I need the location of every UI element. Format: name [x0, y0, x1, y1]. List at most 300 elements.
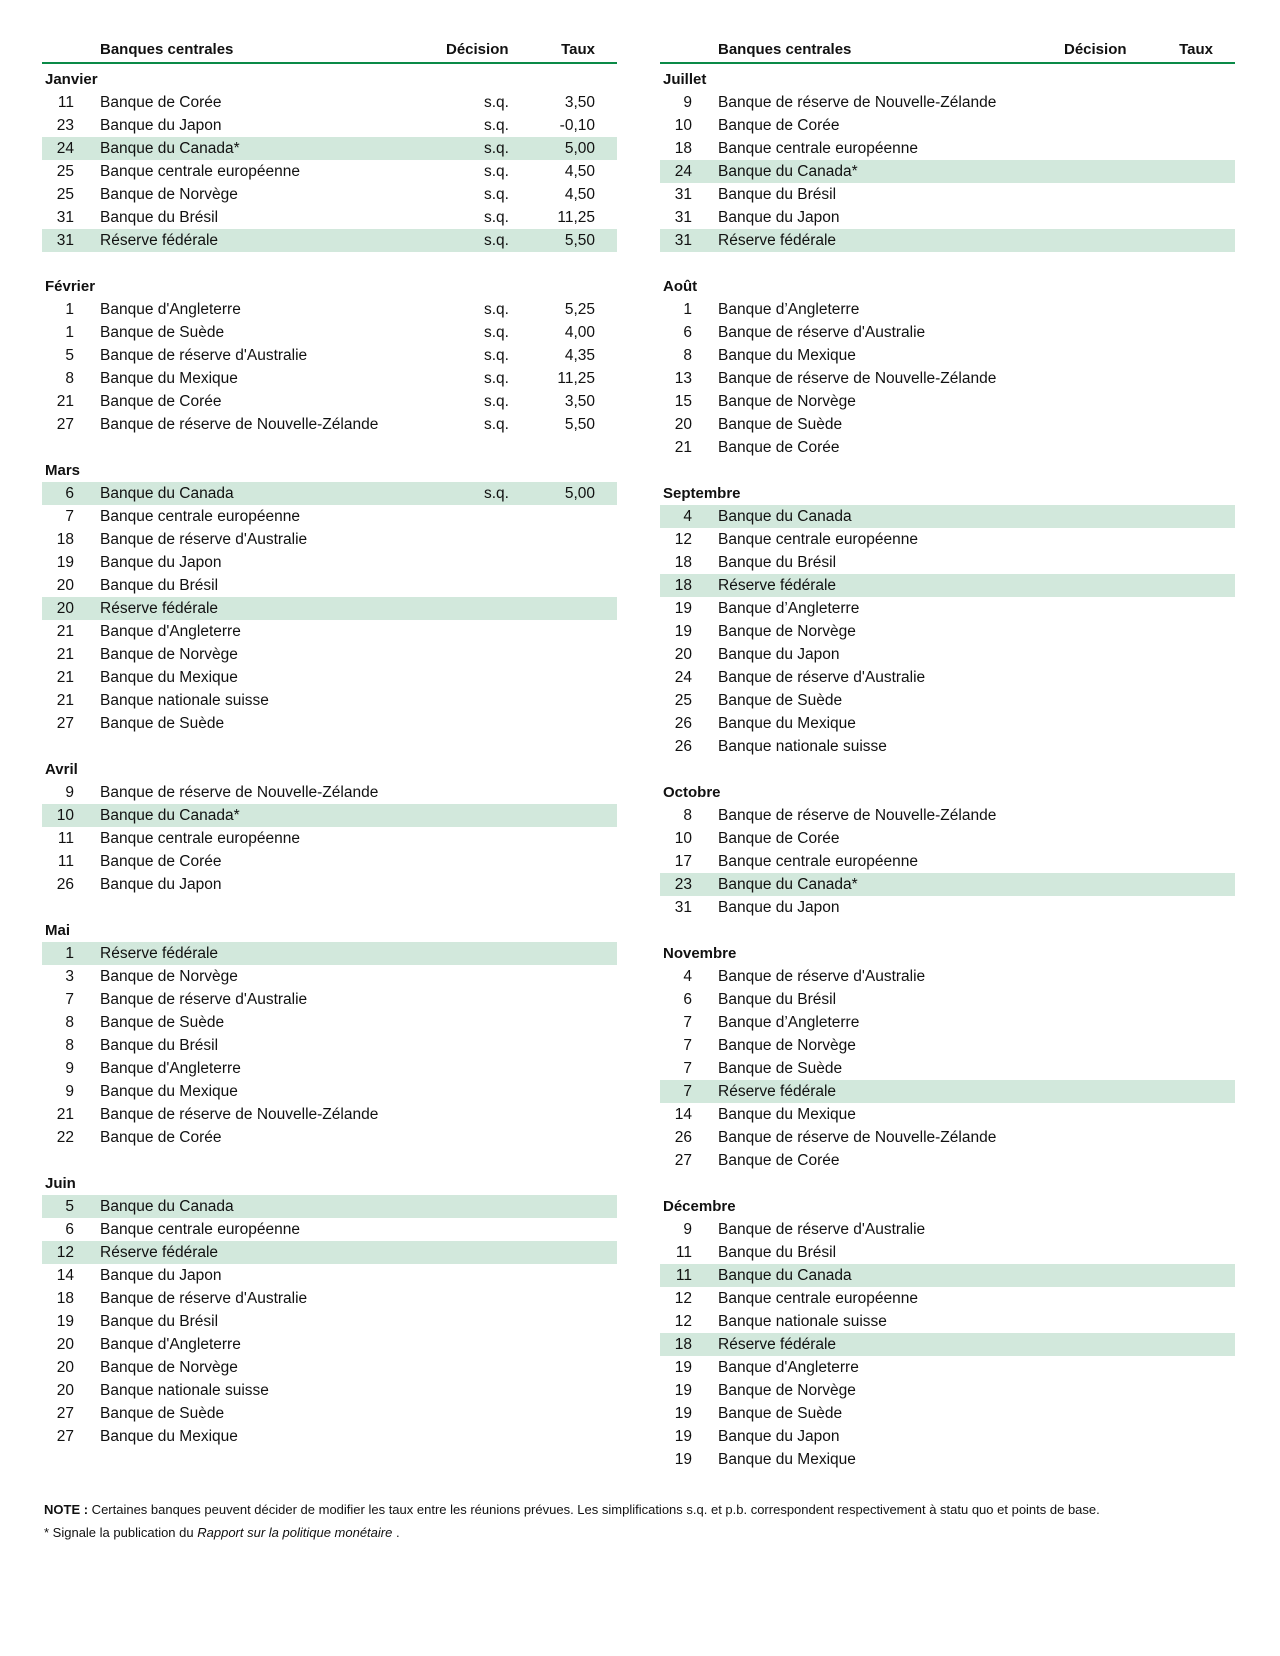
meeting-day: 8 — [65, 1014, 74, 1031]
meeting-row — [42, 1126, 617, 1149]
bank-name: Banque du Brésil — [718, 1244, 837, 1261]
bank-name: Banque de Corée — [718, 1152, 840, 1169]
note-text: Certaines banques peuvent décider de modifier les taux entre les réunions prévues. Les simplifications s.q. et p.b. correspondent respectivement à statu quo et points de base. — [88, 1502, 1100, 1517]
meeting-row — [660, 528, 1235, 551]
decision-value: s.q. — [484, 232, 509, 249]
meeting-row — [42, 689, 617, 712]
meeting-row — [42, 827, 617, 850]
meeting-day: 19 — [56, 1313, 74, 1330]
meeting-day: 19 — [674, 623, 692, 640]
meeting-row — [660, 1149, 1235, 1172]
bank-name: Banque de Norvège — [718, 1037, 856, 1054]
meeting-row — [660, 1103, 1235, 1126]
meeting-row — [660, 850, 1235, 873]
decision-value: s.q. — [484, 301, 509, 318]
footnote-title: Rapport sur la politique monétaire — [197, 1525, 393, 1540]
meeting-row — [660, 413, 1235, 436]
bank-name: Banque du Mexique — [100, 669, 238, 686]
bank-name: Banque du Canada* — [718, 163, 858, 180]
meeting-day: 31 — [674, 899, 692, 916]
meeting-day: 11 — [675, 1267, 692, 1284]
meeting-day: 20 — [56, 1382, 74, 1399]
meeting-day: 11 — [675, 1244, 692, 1261]
bank-name: Banque du Mexique — [718, 715, 856, 732]
meeting-day: 8 — [683, 807, 692, 824]
meeting-row — [42, 1057, 617, 1080]
bank-name: Banque de réserve de Nouvelle-Zélande — [718, 807, 997, 824]
meeting-day: 6 — [683, 324, 692, 341]
meeting-row — [660, 873, 1235, 896]
meeting-day: 15 — [674, 393, 692, 410]
bank-name: Banque du Canada* — [100, 140, 240, 157]
bank-name: Banque centrale européenne — [718, 1290, 918, 1307]
meeting-row — [660, 804, 1235, 827]
meeting-day: 18 — [674, 554, 692, 571]
bank-name: Réserve fédérale — [100, 232, 219, 249]
meeting-row — [42, 781, 617, 804]
meeting-row — [660, 183, 1235, 206]
meeting-day: 20 — [56, 1359, 74, 1376]
meeting-day: 20 — [56, 577, 74, 594]
meeting-row — [42, 551, 617, 574]
meeting-row — [660, 160, 1235, 183]
month-title: Février — [45, 278, 96, 295]
meeting-row — [660, 114, 1235, 137]
meeting-day: 8 — [65, 1037, 74, 1054]
meeting-row — [42, 528, 617, 551]
bank-name: Banque d'Angleterre — [100, 1060, 241, 1077]
meeting-row — [42, 229, 617, 252]
month-block — [42, 758, 617, 896]
meeting-row — [42, 1287, 617, 1310]
bank-name: Banque de réserve d'Australie — [718, 968, 926, 985]
meeting-row — [42, 942, 617, 965]
meeting-row — [42, 505, 617, 528]
meeting-day: 19 — [674, 1405, 692, 1422]
bank-name: Banque de Suède — [718, 1405, 843, 1422]
bank-name: Banque du Japon — [718, 646, 840, 663]
bank-name: Banque de réserve d'Australie — [718, 1221, 926, 1238]
meeting-day: 20 — [56, 1336, 74, 1353]
meeting-row — [660, 206, 1235, 229]
meeting-day: 18 — [674, 577, 692, 594]
meeting-row — [42, 1356, 617, 1379]
rate-value: 4,35 — [564, 347, 595, 364]
meeting-day: 12 — [674, 1313, 692, 1330]
header-decision: Décision — [446, 41, 509, 58]
month-block — [42, 459, 617, 735]
bank-name: Banque de Suède — [718, 692, 843, 709]
bank-name: Banque du Japon — [100, 117, 222, 134]
meeting-day: 3 — [65, 968, 74, 985]
meeting-row — [660, 643, 1235, 666]
bank-name: Réserve fédérale — [100, 945, 219, 962]
month-block — [660, 275, 1235, 459]
rate-value: 5,00 — [564, 140, 595, 157]
meeting-day: 1 — [65, 945, 74, 962]
meeting-row — [42, 712, 617, 735]
meeting-day: 21 — [56, 669, 74, 686]
meeting-row — [660, 1448, 1235, 1471]
meeting-row — [660, 666, 1235, 689]
meeting-day: 19 — [674, 600, 692, 617]
meeting-row — [660, 712, 1235, 735]
meeting-day: 6 — [683, 991, 692, 1008]
meeting-row — [660, 896, 1235, 919]
bank-name: Banque de Norvège — [100, 646, 238, 663]
bank-name: Banque du Mexique — [718, 1106, 856, 1123]
meeting-row — [660, 1425, 1235, 1448]
meeting-row — [42, 206, 617, 229]
meeting-row — [660, 321, 1235, 344]
bank-name: Banque de réserve d'Australie — [100, 347, 308, 364]
bank-name: Banque centrale européenne — [100, 1221, 300, 1238]
month-title: Septembre — [663, 485, 741, 502]
bank-name: Banque du Japon — [718, 899, 840, 916]
bank-name: Réserve fédérale — [100, 1244, 219, 1261]
bank-name: Banque de Corée — [100, 853, 222, 870]
bank-name: Banque de Norvège — [718, 393, 856, 410]
meeting-day: 12 — [56, 1244, 74, 1261]
bank-name: Banque nationale suisse — [100, 1382, 269, 1399]
bank-name: Banque d'Angleterre — [718, 1359, 859, 1376]
meeting-row — [42, 482, 617, 505]
bank-name: Banque du Brésil — [718, 554, 837, 571]
note-label: NOTE : — [44, 1502, 89, 1517]
bank-name: Banque de réserve d'Australie — [100, 1290, 308, 1307]
bank-name: Banque de réserve de Nouvelle-Zélande — [100, 416, 379, 433]
meeting-day: 21 — [674, 439, 692, 456]
month-block — [42, 919, 617, 1149]
bank-name: Banque du Japon — [718, 1428, 840, 1445]
bank-name: Banque de Suède — [100, 324, 225, 341]
bank-name: Banque de Norvège — [100, 186, 238, 203]
meeting-row — [42, 643, 617, 666]
decision-value: s.q. — [484, 416, 509, 433]
bank-name: Banque du Brésil — [100, 209, 219, 226]
meeting-row — [660, 298, 1235, 321]
meeting-row — [42, 413, 617, 436]
meeting-day: 21 — [56, 1106, 74, 1123]
bank-name: Banque du Mexique — [100, 1428, 238, 1445]
meeting-day: 19 — [674, 1382, 692, 1399]
meeting-day: 23 — [674, 876, 692, 893]
bank-name: Réserve fédérale — [718, 1336, 837, 1353]
meeting-day: 31 — [674, 232, 692, 249]
meeting-day: 12 — [674, 531, 692, 548]
rate-value: 5,50 — [564, 416, 595, 433]
bank-name: Banque du Canada — [100, 485, 234, 502]
month-list — [660, 68, 1235, 1471]
meeting-day: 18 — [56, 531, 74, 548]
rate-value: 11,25 — [557, 370, 595, 387]
meeting-row — [42, 1218, 617, 1241]
bank-name: Banque de Suède — [100, 1405, 225, 1422]
bank-name: Banque du Canada* — [718, 876, 858, 893]
meeting-day: 26 — [56, 876, 74, 893]
meeting-row — [660, 620, 1235, 643]
meeting-row — [660, 344, 1235, 367]
meeting-row — [660, 505, 1235, 528]
bank-name: Banque nationale suisse — [718, 1313, 887, 1330]
meeting-day: 26 — [674, 715, 692, 732]
bank-name: Banque du Canada — [100, 1198, 234, 1215]
meeting-row — [42, 367, 617, 390]
month-block — [660, 942, 1235, 1172]
bank-name: Banque centrale européenne — [100, 830, 300, 847]
month-block — [660, 1195, 1235, 1471]
meeting-row — [660, 988, 1235, 1011]
bank-name: Banque d’Angleterre — [718, 301, 860, 318]
meeting-row — [660, 574, 1235, 597]
meeting-row — [660, 689, 1235, 712]
bank-name: Banque du Brésil — [718, 991, 837, 1008]
meeting-row — [42, 344, 617, 367]
bank-name: Banque de réserve d'Australie — [718, 669, 926, 686]
meeting-row — [660, 1057, 1235, 1080]
meeting-day: 12 — [674, 1290, 692, 1307]
meeting-row — [660, 229, 1235, 252]
header-rate: Taux — [1179, 41, 1213, 58]
rate-value: 3,50 — [564, 94, 595, 111]
meeting-row — [42, 1379, 617, 1402]
rate-value: 5,25 — [564, 301, 595, 318]
meeting-day: 1 — [683, 301, 692, 318]
meeting-day: 24 — [674, 163, 692, 180]
bank-name: Banque de Corée — [100, 1129, 222, 1146]
decision-value: s.q. — [484, 209, 509, 226]
meeting-day: 18 — [674, 140, 692, 157]
meeting-day: 9 — [683, 1221, 692, 1238]
calendar-column-right — [660, 38, 1235, 1471]
meeting-row — [42, 298, 617, 321]
meeting-day: 19 — [674, 1359, 692, 1376]
meeting-day: 7 — [683, 1014, 692, 1031]
bank-name: Banque nationale suisse — [718, 738, 887, 755]
meeting-day: 20 — [674, 416, 692, 433]
meeting-day: 31 — [674, 186, 692, 203]
rate-value: -0,10 — [559, 117, 595, 134]
bank-name: Banque du Japon — [100, 554, 222, 571]
meeting-row — [42, 1264, 617, 1287]
bank-name: Banque centrale européenne — [718, 853, 918, 870]
bank-name: Banque de Norvège — [100, 1359, 238, 1376]
meeting-row — [42, 666, 617, 689]
meeting-day: 31 — [674, 209, 692, 226]
rate-value: 4,50 — [564, 186, 595, 203]
bank-name: Banque de Suède — [100, 1014, 225, 1031]
meeting-day: 25 — [674, 692, 692, 709]
bank-name: Banque de Corée — [718, 117, 840, 134]
meeting-day: 19 — [674, 1451, 692, 1468]
footnote-prefix: * Signale la publication du — [44, 1525, 198, 1540]
bank-name: Réserve fédérale — [718, 232, 837, 249]
meeting-day: 5 — [65, 347, 74, 364]
meeting-row — [42, 1080, 617, 1103]
bank-name: Banque de Corée — [718, 830, 840, 847]
footnote-suffix: . — [392, 1525, 400, 1540]
meeting-day: 20 — [56, 600, 74, 617]
meeting-row — [42, 1103, 617, 1126]
meeting-row — [42, 574, 617, 597]
meeting-row — [42, 850, 617, 873]
bank-name: Banque du Mexique — [718, 347, 856, 364]
month-block — [42, 68, 617, 252]
meeting-row — [42, 1310, 617, 1333]
bank-name: Banque de réserve d'Australie — [100, 531, 308, 548]
bank-name: Banque de Corée — [718, 439, 840, 456]
meeting-day: 24 — [674, 669, 692, 686]
meeting-row — [42, 597, 617, 620]
meeting-row — [660, 965, 1235, 988]
meeting-row — [42, 91, 617, 114]
meeting-row — [42, 1241, 617, 1264]
header-rate: Taux — [561, 41, 595, 58]
bank-name: Banque du Brésil — [100, 1037, 219, 1054]
bank-name: Réserve fédérale — [100, 600, 219, 617]
bank-name: Banque de Suède — [718, 1060, 843, 1077]
meeting-row — [42, 390, 617, 413]
meeting-day: 10 — [674, 830, 692, 847]
meeting-day: 6 — [65, 485, 74, 502]
meeting-row — [660, 390, 1235, 413]
bank-name: Banque de Norvège — [100, 968, 238, 985]
meeting-row — [42, 1034, 617, 1057]
meeting-row — [660, 367, 1235, 390]
month-list — [42, 68, 617, 1448]
meeting-day: 8 — [65, 370, 74, 387]
meeting-day: 27 — [56, 715, 74, 732]
bank-name: Banque de Corée — [100, 393, 222, 410]
meeting-day: 7 — [65, 508, 74, 525]
bank-name: Banque du Japon — [718, 209, 840, 226]
bank-name: Réserve fédérale — [718, 1083, 837, 1100]
notes — [44, 1498, 1100, 1544]
bank-name: Banque du Mexique — [100, 1083, 238, 1100]
bank-name: Banque centrale européenne — [718, 140, 918, 157]
meeting-day: 1 — [65, 324, 74, 341]
bank-name: Banque de réserve d'Australie — [100, 991, 308, 1008]
bank-name: Banque centrale européenne — [100, 163, 300, 180]
meeting-day: 7 — [683, 1037, 692, 1054]
meeting-day: 7 — [65, 991, 74, 1008]
meeting-row — [660, 137, 1235, 160]
month-title: Juillet — [663, 71, 707, 88]
decision-value: s.q. — [484, 393, 509, 410]
decision-value: s.q. — [484, 324, 509, 341]
meeting-row — [42, 1011, 617, 1034]
decision-value: s.q. — [484, 140, 509, 157]
decision-value: s.q. — [484, 94, 509, 111]
bank-name: Banque du Japon — [100, 1267, 222, 1284]
meeting-row — [660, 1333, 1235, 1356]
month-block — [660, 482, 1235, 758]
meeting-row — [42, 1425, 617, 1448]
meeting-day: 25 — [56, 163, 74, 180]
meeting-day: 9 — [65, 1060, 74, 1077]
bank-name: Banque centrale européenne — [718, 531, 918, 548]
rate-value: 5,50 — [564, 232, 595, 249]
meeting-day: 31 — [56, 232, 74, 249]
meeting-row — [660, 735, 1235, 758]
meeting-row — [42, 321, 617, 344]
table-header — [42, 38, 617, 64]
table-header — [660, 38, 1235, 64]
bank-name: Banque du Brésil — [718, 186, 837, 203]
bank-name: Réserve fédérale — [718, 577, 837, 594]
meeting-day: 13 — [674, 370, 692, 387]
meeting-day: 9 — [65, 1083, 74, 1100]
meeting-row — [42, 804, 617, 827]
meeting-row — [660, 551, 1235, 574]
bank-name: Banque de réserve d'Australie — [718, 324, 926, 341]
meeting-row — [660, 827, 1235, 850]
calendar-column-left — [42, 38, 617, 1448]
meeting-day: 26 — [674, 1129, 692, 1146]
month-title: Janvier — [45, 71, 98, 88]
meeting-row — [660, 1218, 1235, 1241]
header-decision: Décision — [1064, 41, 1127, 58]
bank-name: Banque centrale européenne — [100, 508, 300, 525]
bank-name: Banque du Japon — [100, 876, 222, 893]
bank-name: Banque d'Angleterre — [100, 1336, 241, 1353]
meeting-day: 27 — [56, 1405, 74, 1422]
meeting-row — [660, 1356, 1235, 1379]
meeting-row — [660, 1080, 1235, 1103]
decision-value: s.q. — [484, 117, 509, 134]
bank-name: Banque de Suède — [718, 416, 843, 433]
meeting-row — [42, 137, 617, 160]
meeting-row — [42, 620, 617, 643]
header-banks: Banques centrales — [718, 41, 852, 58]
meeting-row — [660, 1241, 1235, 1264]
month-block — [660, 68, 1235, 252]
meeting-row — [660, 1379, 1235, 1402]
rate-value: 4,50 — [564, 163, 595, 180]
meeting-day: 11 — [57, 94, 74, 111]
bank-name: Banque du Mexique — [100, 370, 238, 387]
bank-name: Banque du Mexique — [718, 1451, 856, 1468]
meeting-day: 24 — [56, 140, 74, 157]
meeting-day: 21 — [56, 623, 74, 640]
meeting-row — [42, 183, 617, 206]
meeting-day: 11 — [57, 853, 74, 870]
meeting-day: 18 — [56, 1290, 74, 1307]
bank-name: Banque de réserve de Nouvelle-Zélande — [718, 1129, 997, 1146]
meeting-row — [42, 988, 617, 1011]
meeting-day: 14 — [674, 1106, 692, 1123]
meeting-day: 14 — [56, 1267, 74, 1284]
month-block — [42, 275, 617, 436]
decision-value: s.q. — [484, 186, 509, 203]
meeting-day: 31 — [56, 209, 74, 226]
rate-value: 4,00 — [564, 324, 595, 341]
month-title: Août — [663, 278, 698, 295]
meeting-day: 23 — [56, 117, 74, 134]
bank-name: Banque du Canada — [718, 508, 852, 525]
bank-name: Banque du Canada — [718, 1267, 852, 1284]
month-title: Octobre — [663, 784, 721, 801]
rate-value: 11,25 — [557, 209, 595, 226]
meeting-row — [660, 1287, 1235, 1310]
bank-name: Banque de réserve de Nouvelle-Zélande — [718, 94, 997, 111]
meeting-row — [42, 1402, 617, 1425]
meeting-day: 11 — [57, 830, 74, 847]
bank-name: Banque du Canada* — [100, 807, 240, 824]
bank-name: Banque d'Angleterre — [100, 623, 241, 640]
month-title: Juin — [45, 1175, 76, 1192]
month-block — [42, 1172, 617, 1448]
